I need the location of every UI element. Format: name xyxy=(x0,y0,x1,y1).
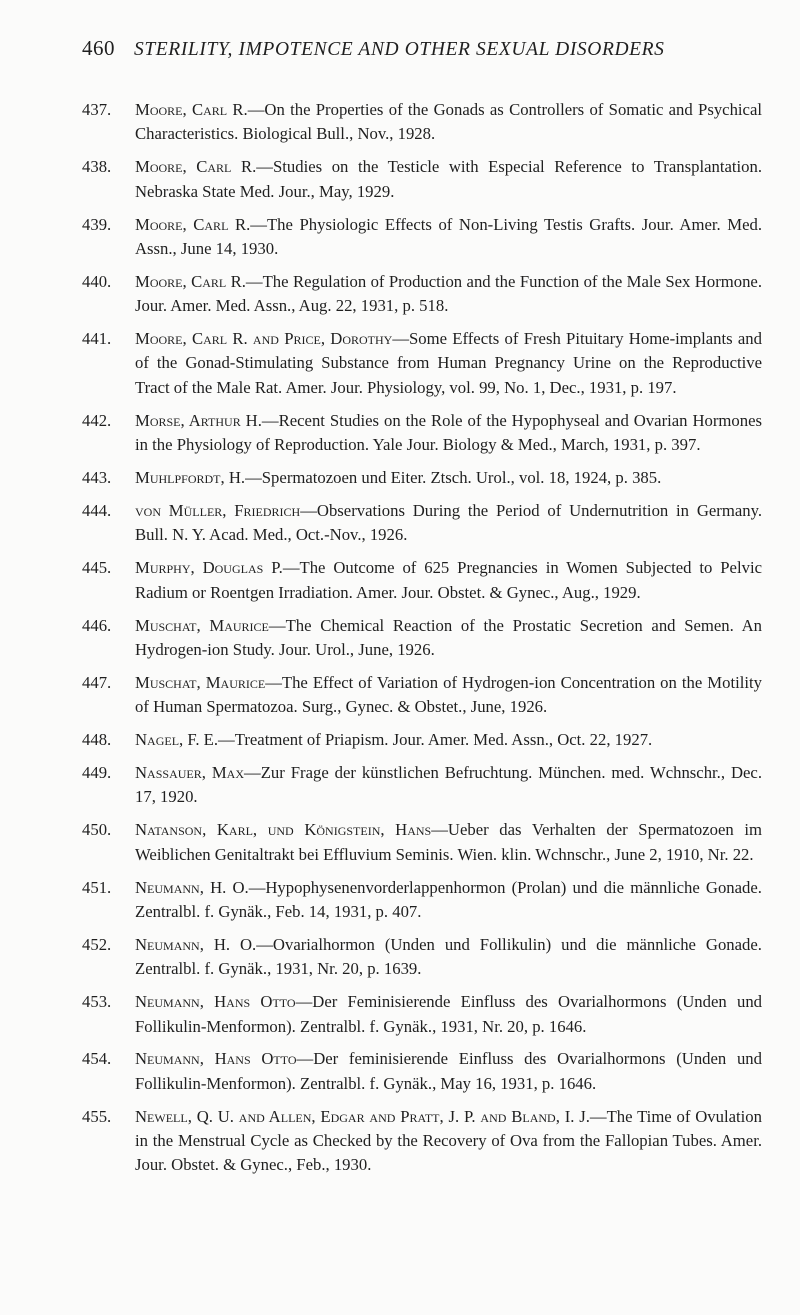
entry-number: 450. xyxy=(82,820,112,840)
entry-number: 454. xyxy=(82,1049,112,1069)
entry-citation: —The Physiologic Effects of Non-Living Testis Grafts. Jour. Amer. Med. Assn., June 14, 1930. xyxy=(135,214,763,258)
entry-author: Moore, Carl R. xyxy=(135,157,257,177)
bibliography-entry xyxy=(82,213,762,262)
entry-citation: —Der feminisierende Einfluss des Ovarialhormons (Unden und Follikulin-Menformon). Zentralbl. f. Gynäk., May 16, 1931, p. 1646. xyxy=(135,1049,762,1093)
bibliography-entry xyxy=(82,499,762,548)
entry-text xyxy=(135,818,762,867)
entry-number: 439. xyxy=(82,214,112,234)
entry-author: Natanson, Karl, und Königstein, Hans xyxy=(135,820,432,840)
entry-text xyxy=(135,671,762,720)
entry-citation: —The Effect of Variation of Hydrogen-ion Concentration on the Motility of Human Spermatozoa. Surg., Gynec. & Obstet., June, 1926. xyxy=(135,672,762,717)
entry-text xyxy=(135,1047,762,1096)
bibliography-entry xyxy=(82,327,762,400)
entry-text xyxy=(135,1105,762,1178)
entry-author: Nassauer, Max xyxy=(135,763,245,783)
entry-author: Muschat, Maurice xyxy=(135,615,269,635)
entry-text xyxy=(135,270,762,319)
bibliography-entry xyxy=(82,1105,762,1178)
running-title: STERILITY, IMPOTENCE AND OTHER SEXUAL DISORDERS xyxy=(134,39,665,60)
entry-number: 451. xyxy=(82,877,112,897)
entry-author: Neumann, Hans Otto xyxy=(135,992,296,1012)
entry-number: 448. xyxy=(82,730,112,750)
bibliography-entry xyxy=(82,876,762,925)
entry-text xyxy=(135,728,762,752)
entry-citation: —Ueber das Verhalten der Spermatozoen im Weiblichen Genitaltrakt bei Effluvium Seminis. Wien. klin. Wchnschr., June 2, 1910, Nr. 22. xyxy=(135,820,762,864)
entry-citation: —Spermatozoen und Eiter. Ztsch. Urol., vol. 18, 1924, p. 385. xyxy=(245,467,662,487)
entry-author: Neumann, H. O. xyxy=(135,877,249,897)
entry-text xyxy=(135,466,762,490)
entry-number: 438. xyxy=(82,157,112,177)
bibliography-entry xyxy=(82,409,762,458)
entry-citation: —The Time of Ovulation in the Menstrual Cycle as Checked by the Recovery of Ova from the Fallopian Tubes. Amer. Jour. Obstet. & Gynec., Feb., 1930. xyxy=(135,1106,762,1175)
entry-number: 453. xyxy=(82,992,112,1012)
bibliography-list xyxy=(82,98,762,1186)
entry-citation: —Zur Frage der künstlichen Befruchtung. München. med. Wchnschr., Dec. 17, 1920. xyxy=(135,763,762,807)
entry-number: 447. xyxy=(82,672,112,692)
bibliography-entry xyxy=(82,933,762,982)
entry-number: 441. xyxy=(82,329,112,349)
entry-author: Newell, Q. U. and Allen, Edgar and Pratt, J. P. and Bland, I. J. xyxy=(135,1106,590,1126)
entry-author: Neumann, Hans Otto xyxy=(135,1049,297,1069)
entry-number: 455. xyxy=(82,1106,112,1126)
entry-text xyxy=(135,876,762,925)
entry-citation: —The Outcome of 625 Pregnancies in Women Subjected to Pelvic Radium or Roentgen Irradiation. Amer. Jour. Obstet. & Gynec., Aug., 1929. xyxy=(135,558,762,602)
bibliography-entry xyxy=(82,614,762,663)
entry-text xyxy=(135,327,762,400)
bibliography-entry xyxy=(82,98,762,147)
entry-text xyxy=(135,213,762,262)
entry-citation: —The Chemical Reaction of the Prostatic Secretion and Semen. An Hydrogen-ion Study. Jour. Urol., June, 1926. xyxy=(135,615,762,659)
entry-text xyxy=(135,933,762,982)
entry-author: Murphy, Douglas P. xyxy=(135,558,283,578)
bibliography-entry xyxy=(82,1047,762,1096)
entry-citation: —Hypophysenenvorderlappenhormon (Prolan) und die männliche Gonade. Zentralbl. f. Gynäk., Feb. 14, 1931, p. 407. xyxy=(135,877,762,921)
entry-author: Moore, Carl R. xyxy=(135,100,248,119)
bibliography-entry xyxy=(82,671,762,720)
entry-author: Morse, Arthur H. xyxy=(135,410,262,430)
entry-author: von Müller, Friedrich xyxy=(135,500,301,520)
entry-citation: —On the Properties of the Gonads as Controllers of Somatic and Psychical Characteristics. Biological Bull., Nov., 1928. xyxy=(135,100,762,144)
bibliography-entry xyxy=(82,728,762,752)
entry-text xyxy=(135,98,762,147)
entry-author: Moore, Carl R. and Price, Dorothy xyxy=(135,329,393,349)
entry-text xyxy=(135,155,762,204)
entry-text xyxy=(135,990,762,1039)
entry-number: 440. xyxy=(82,271,112,291)
bibliography-entry xyxy=(82,818,762,867)
entry-text xyxy=(135,409,762,458)
entry-number: 449. xyxy=(82,763,112,783)
entry-text xyxy=(135,556,762,605)
bibliography-entry xyxy=(82,270,762,319)
bibliography-entry xyxy=(82,466,762,490)
entry-author: Moore, Carl R. xyxy=(135,214,251,234)
bibliography-entry xyxy=(82,155,762,204)
entry-number: 452. xyxy=(82,934,112,954)
entry-text xyxy=(135,499,762,548)
entry-citation: —Some Effects of Fresh Pituitary Home-implants and of the Gonad-Stimulating Substance from Human Pregnancy Urine on the Reproductive Tract of the Male Rat. Amer. Jour. Physiology, vol. 99, No. 1, Dec., 1931, p. 197. xyxy=(135,329,762,397)
entry-citation: —Studies on the Testicle with Especial Reference to Transplantation. Nebraska State Med. Jour., May, 1929. xyxy=(135,157,763,201)
bibliography-entry xyxy=(82,556,762,605)
entry-number: 445. xyxy=(82,558,112,578)
entry-citation: —Recent Studies on the Role of the Hypophyseal and Ovarian Hormones in the Physiology of Reproduction. Yale Jour. Biology & Med., March, 1931, p. 397. xyxy=(135,410,762,454)
entry-author: Neumann, H. O. xyxy=(135,934,257,954)
entry-citation: —The Regulation of Production and the Function of the Male Sex Hormone. Jour. Amer. Med. Assn., Aug. 22, 1931, p. 518. xyxy=(135,271,762,316)
entry-number: 443. xyxy=(82,467,112,487)
entry-citation: —Treatment of Priapism. Jour. Amer. Med. Assn., Oct. 22, 1927. xyxy=(218,730,653,750)
page-number: 460 xyxy=(82,36,115,60)
running-header xyxy=(82,36,762,68)
entry-number: 437. xyxy=(82,100,112,119)
entry-author: Muhlpfordt, H. xyxy=(135,467,246,487)
bibliography-entry xyxy=(82,761,762,810)
entry-number: 442. xyxy=(82,410,112,430)
entry-author: Nagel, F. E. xyxy=(135,730,219,750)
entry-citation: —Der Feminisierende Einfluss des Ovarialhormons (Unden und Follikulin-Menformon). Zentralbl. f. Gynäk., 1931, Nr. 20, p. 1646. xyxy=(135,992,763,1036)
entry-text xyxy=(135,614,762,663)
entry-citation: —Observations During the Period of Undernutrition in Germany. Bull. N. Y. Acad. Med., Oct.-Nov., 1926. xyxy=(135,500,762,545)
entry-author: Moore, Carl R. xyxy=(135,271,246,291)
entry-number: 444. xyxy=(82,500,112,520)
entry-citation: —Ovarialhormon (Unden und Follikulin) und die männliche Gonade. Zentralbl. f. Gynäk., 1931, Nr. 20, p. 1639. xyxy=(135,934,762,979)
bibliography-entry xyxy=(82,990,762,1039)
entry-text xyxy=(135,761,762,810)
entry-author: Muschat, Maurice xyxy=(135,672,266,692)
entry-number: 446. xyxy=(82,615,112,635)
